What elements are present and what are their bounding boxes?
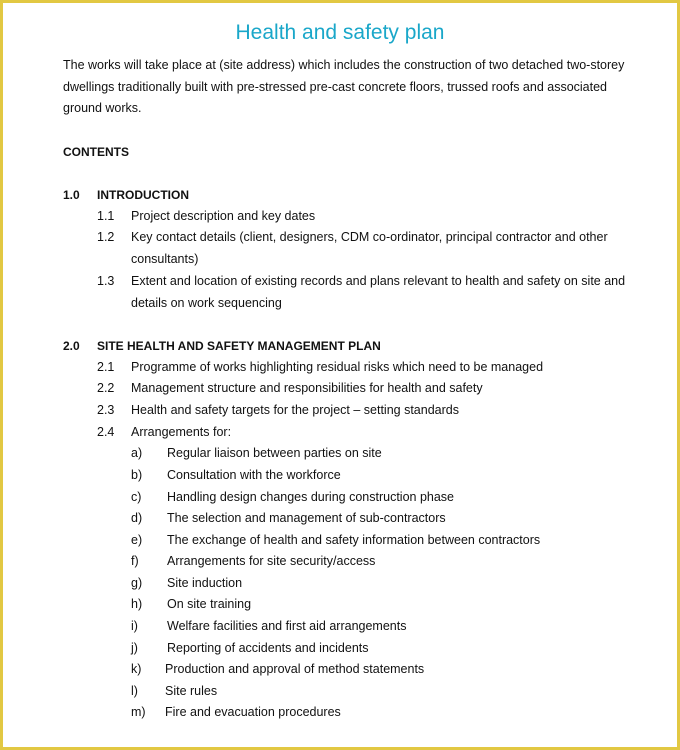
item-number: 2.3 — [97, 403, 115, 417]
sub-item-letter: b) — [131, 468, 143, 482]
sub-item-text: The exchange of health and safety information between contractors — [167, 533, 541, 547]
item-text: Health and safety targets for the project – setting standards — [131, 403, 459, 417]
item-text: Project description and key dates — [131, 209, 316, 223]
item-number: 1.3 — [97, 274, 115, 288]
item-text: Key contact details (client, designers, CDM co-ordinator, principal contractor and other consultants) — [131, 230, 608, 266]
sub-item-letter: m) — [131, 705, 146, 719]
sub-item-letter: l) — [131, 684, 138, 698]
sub-item-letter: a) — [131, 446, 143, 460]
sub-item-text: Production and approval of method statements — [165, 662, 425, 676]
page-title: Health and safety plan — [235, 21, 445, 44]
item-text: Programme of works highlighting residual risks which need to be managed — [131, 360, 544, 374]
sub-item-letter: f) — [131, 554, 139, 568]
sub-item-text: Site rules — [165, 684, 218, 698]
sub-item-letter: j) — [131, 641, 138, 655]
item-text: Extent and location of existing records and plans relevant to health and safety on site and details on work sequencing — [131, 274, 626, 310]
sub-item-letter: c) — [131, 490, 142, 504]
sub-item-letter: k) — [131, 662, 142, 676]
section-number: 1.0 — [63, 188, 80, 202]
item-text: Arrangements for: — [131, 425, 232, 439]
sub-item-text: Site induction — [167, 576, 243, 590]
sub-item-text: Welfare facilities and first aid arrangements — [167, 619, 407, 633]
sub-item-letter: e) — [131, 533, 143, 547]
section-title: INTRODUCTION — [97, 188, 189, 202]
item-number: 2.4 — [97, 425, 115, 439]
sub-item-text: Regular liaison between parties on site — [167, 446, 382, 460]
sub-item-text: On site training — [167, 597, 252, 611]
sub-item-text: Arrangements for site security/access — [167, 554, 376, 568]
item-text: Management structure and responsibilities for health and safety — [131, 381, 483, 395]
sub-item-letter: h) — [131, 597, 143, 611]
sub-item-letter: d) — [131, 511, 143, 525]
sub-item-text: Fire and evacuation procedures — [165, 705, 341, 719]
item-number: 2.2 — [97, 381, 115, 395]
section-number: 2.0 — [63, 339, 80, 353]
sub-item-letter: g) — [131, 576, 143, 590]
contents-heading: CONTENTS — [63, 145, 129, 159]
sub-item-letter: i) — [131, 619, 138, 633]
sub-item-text: Consultation with the workforce — [167, 468, 341, 482]
item-number: 2.1 — [97, 360, 115, 374]
sub-item-text: Reporting of accidents and incidents — [167, 641, 369, 655]
section-title: SITE HEALTH AND SAFETY MANAGEMENT PLAN — [97, 339, 381, 353]
sub-item-text: The selection and management of sub-contractors — [167, 511, 446, 525]
item-number: 1.2 — [97, 230, 115, 244]
sub-item-text: Handling design changes during construction phase — [167, 490, 454, 504]
item-number: 1.1 — [97, 209, 115, 223]
intro-paragraph: The works will take place at (site address) which includes the construction of two detached two-storey dwellings traditionally built with pre-stressed pre-cast concrete floors, trussed roofs and associated ground works. — [63, 58, 625, 115]
